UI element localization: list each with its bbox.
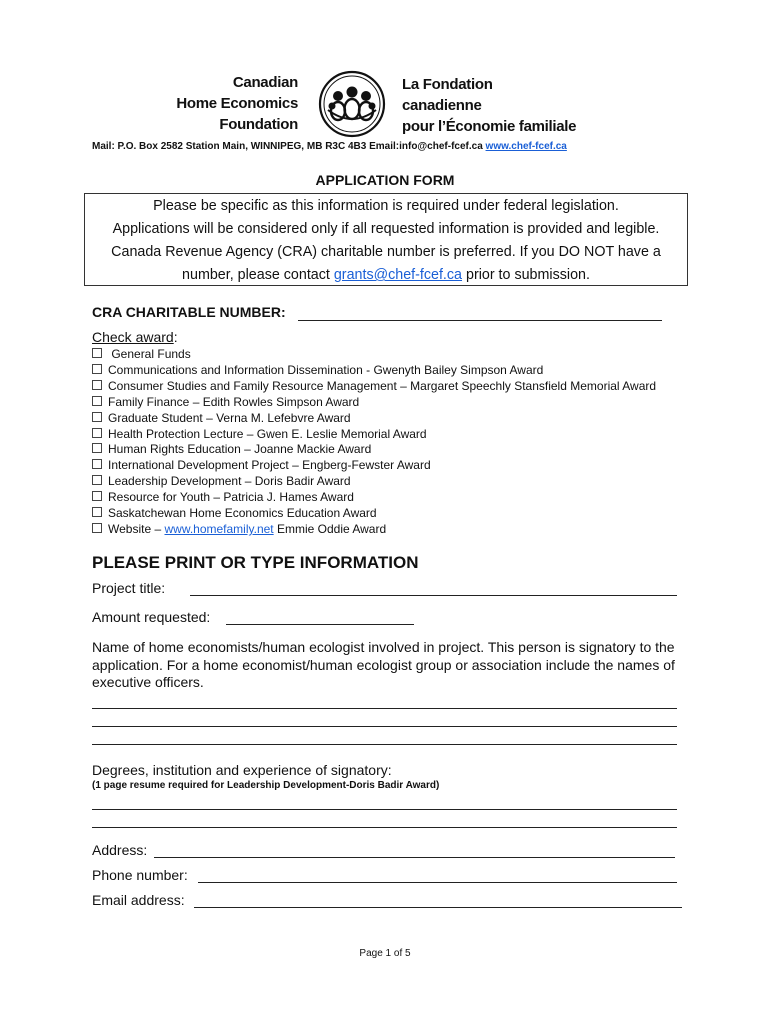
award-item bbox=[92, 522, 656, 538]
degrees-label: Degrees, institution and experience of signatory: bbox=[92, 762, 392, 778]
award-checkbox[interactable] bbox=[92, 396, 102, 406]
check-award-label: Check award bbox=[92, 329, 174, 345]
award-item bbox=[92, 442, 656, 458]
org-name-fr-line: pour l’Économie familiale bbox=[402, 118, 577, 135]
award-label: General Funds bbox=[108, 347, 191, 361]
notice-text: prior to submission. bbox=[462, 267, 590, 283]
award-label: Human Rights Education – Joanne Mackie Award bbox=[108, 442, 372, 457]
award-item bbox=[92, 474, 656, 490]
name-instructions: Name of home economists/human ecologist involved in project. This person is signatory to the application. For a home economist/human ecologist group or association include the names of executive officers. bbox=[92, 639, 675, 690]
people-circle-logo bbox=[318, 70, 386, 138]
award-item bbox=[92, 427, 656, 443]
email-label: Email address: bbox=[92, 892, 185, 908]
notice-line bbox=[85, 267, 687, 283]
amount-requested-label: Amount requested: bbox=[92, 609, 211, 625]
award-item bbox=[92, 411, 656, 427]
amount-requested-input-line[interactable] bbox=[226, 624, 414, 625]
award-label: Health Protection Lecture – Gwen E. Leslie Memorial Award bbox=[108, 426, 427, 441]
org-name-french bbox=[402, 74, 576, 137]
homefamily-link[interactable]: www.homefamily.net bbox=[164, 521, 274, 536]
notice-line: Applications will be considered only if all requested information is provided and legible. bbox=[112, 221, 660, 237]
degrees-note: (1 page resume required for Leadership Development-Doris Badir Award) bbox=[92, 780, 440, 791]
notice-line: Please be specific as this information is required under federal legislation. bbox=[153, 198, 619, 214]
award-checkbox[interactable] bbox=[92, 491, 102, 501]
award-list bbox=[92, 347, 656, 538]
org-name-fr-line: La Fondation bbox=[402, 76, 493, 93]
section-heading: PLEASE PRINT OR TYPE INFORMATION bbox=[92, 553, 419, 572]
form-title: APPLICATION FORM bbox=[315, 172, 455, 188]
award-checkbox[interactable] bbox=[92, 348, 102, 358]
award-item bbox=[92, 395, 656, 411]
address-label: Address: bbox=[92, 842, 148, 858]
award-item bbox=[92, 458, 656, 474]
check-award-colon: : bbox=[173, 329, 178, 345]
award-label: Resource for Youth – Patricia J. Hames Award bbox=[108, 490, 354, 505]
mail-address-text: Mail: P.O. Box 2582 Station Main, WINNIPEG, MB R3C 4B3 Email:info@chef-fcef.ca bbox=[92, 141, 486, 152]
award-checkbox[interactable] bbox=[92, 475, 102, 485]
org-name-en-line: Canadian bbox=[232, 74, 298, 91]
page-number: Page 1 of 5 bbox=[359, 948, 411, 959]
org-name-fr-line: canadienne bbox=[402, 97, 482, 114]
award-item bbox=[92, 347, 656, 363]
phone-label: Phone number: bbox=[92, 867, 188, 883]
award-checkbox[interactable] bbox=[92, 459, 102, 469]
award-label: Leadership Development – Doris Badir Award bbox=[108, 474, 351, 489]
project-title-input-line[interactable] bbox=[190, 595, 677, 596]
check-award-heading bbox=[92, 329, 178, 345]
award-checkbox[interactable] bbox=[92, 412, 102, 422]
award-checkbox[interactable] bbox=[92, 507, 102, 517]
names-input-line[interactable] bbox=[92, 708, 677, 709]
website-link[interactable]: www.chef-fcef.ca bbox=[485, 141, 567, 152]
notice-box bbox=[84, 193, 688, 286]
notice-text: number, please contact bbox=[182, 267, 334, 283]
org-name-en-line: Home Economics bbox=[176, 95, 298, 112]
award-item bbox=[92, 379, 656, 395]
cra-number-field bbox=[92, 304, 286, 320]
award-label-prefix: Website – bbox=[108, 521, 165, 536]
award-label-suffix: Emmie Oddie Award bbox=[273, 521, 387, 536]
award-label: International Development Project – Engberg-Fewster Award bbox=[108, 458, 431, 473]
award-label: Communications and Information Dissemination - Gwenyth Bailey Simpson Award bbox=[108, 362, 544, 377]
cra-number-input-line[interactable] bbox=[298, 320, 662, 321]
address-input-line[interactable] bbox=[154, 857, 675, 858]
award-label: Graduate Student – Verna M. Lefebvre Award bbox=[108, 410, 351, 425]
names-input-line[interactable] bbox=[92, 726, 677, 727]
award-checkbox[interactable] bbox=[92, 443, 102, 453]
award-item bbox=[92, 490, 656, 506]
cra-label: CRA CHARITABLE NUMBER: bbox=[92, 304, 286, 320]
email-input-line[interactable] bbox=[194, 907, 682, 908]
phone-input-line[interactable] bbox=[198, 882, 677, 883]
award-checkbox[interactable] bbox=[92, 380, 102, 390]
award-checkbox[interactable] bbox=[92, 523, 102, 533]
grants-email-link[interactable]: grants@chef-fcef.ca bbox=[333, 267, 463, 283]
award-label: Family Finance – Edith Rowles Simpson Award bbox=[108, 394, 360, 409]
award-item bbox=[92, 506, 656, 522]
notice-line: Canada Revenue Agency (CRA) charitable number is preferred. If you DO NOT have a bbox=[111, 244, 661, 260]
contact-line bbox=[92, 141, 567, 152]
degrees-input-line[interactable] bbox=[92, 809, 677, 810]
org-name-en-line: Foundation bbox=[219, 116, 298, 133]
org-name-english bbox=[176, 72, 298, 135]
degrees-input-line[interactable] bbox=[92, 827, 677, 828]
award-item bbox=[92, 363, 656, 379]
names-input-line[interactable] bbox=[92, 744, 677, 745]
award-checkbox[interactable] bbox=[92, 428, 102, 438]
project-title-label: Project title: bbox=[92, 580, 166, 596]
award-checkbox[interactable] bbox=[92, 364, 102, 374]
award-label: Consumer Studies and Family Resource Management – Margaret Speechly Stansfield Memorial Award bbox=[108, 378, 657, 393]
award-label: Saskatchewan Home Economics Education Award bbox=[108, 506, 377, 521]
